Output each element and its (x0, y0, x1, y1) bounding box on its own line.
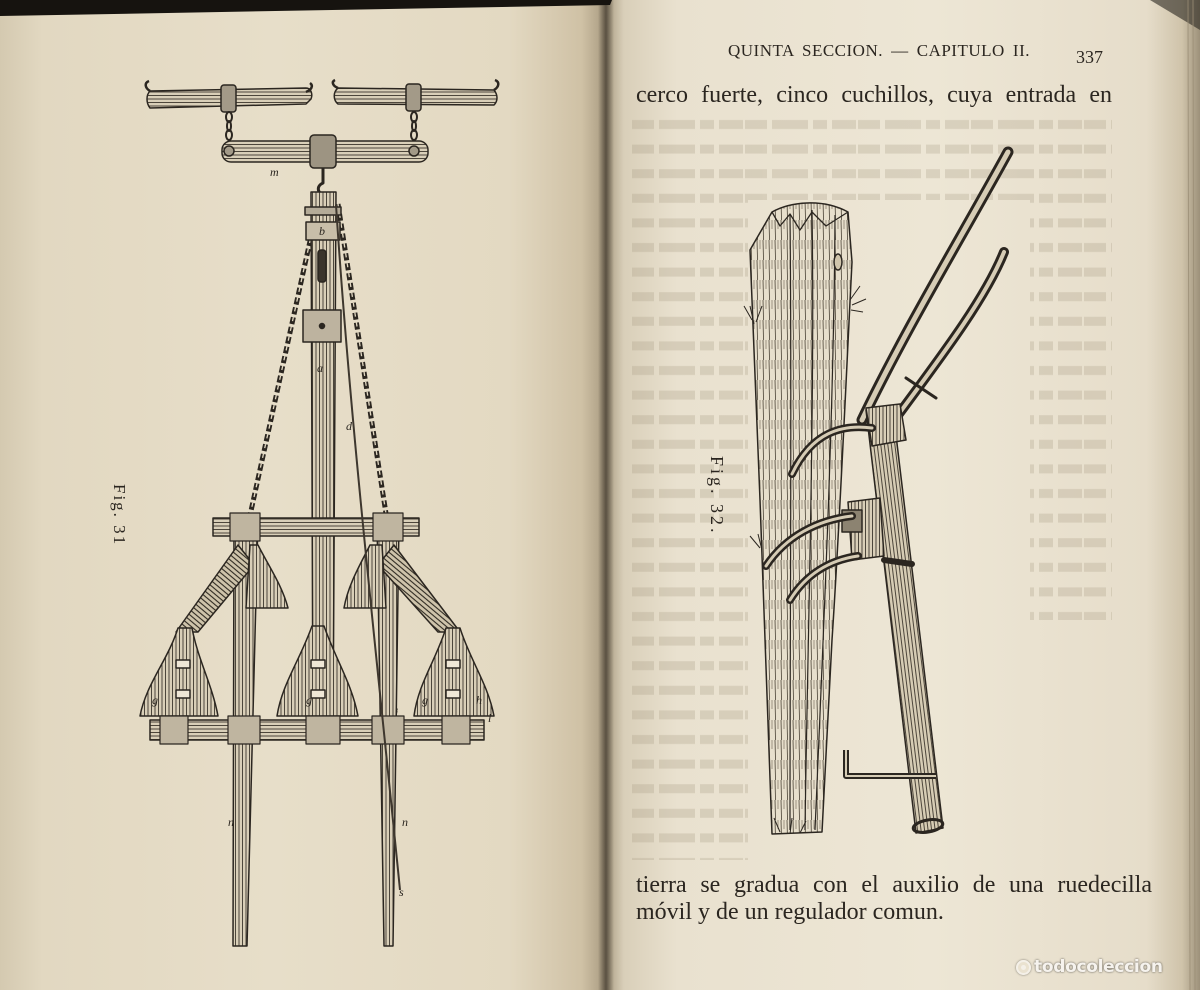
page-stack-edge (1188, 0, 1195, 990)
figure-31-label: Fig. 31 (110, 484, 129, 547)
figure-32-label: Fig. 32. (707, 456, 727, 536)
right-long-chain (338, 204, 387, 520)
watermark (1016, 957, 1163, 977)
fig31-letter-g-center: g (306, 693, 312, 707)
show-through-text (632, 112, 1112, 860)
center-shovel (277, 626, 358, 716)
draw-hook (318, 168, 330, 195)
fig-31-implement-drawing (140, 80, 498, 946)
right-swingletree (333, 80, 498, 111)
todocoleccion-logo-icon (1016, 960, 1031, 975)
fig31-letter-d: d (346, 419, 352, 433)
plow-beam (866, 410, 943, 833)
left-swingletree (146, 81, 312, 112)
right-short-chain (411, 112, 417, 140)
fig-32-implement-drawing (744, 152, 1008, 835)
fig31-letter-b: b (319, 224, 325, 238)
left-short-chain (226, 112, 232, 140)
fig31-letter-a: a (317, 361, 323, 375)
fig31-letter-l: l (488, 711, 492, 725)
body-text-top: cerco fuerte, cinco cuchillos, cuya entrada en (636, 82, 1112, 108)
fig31-letter-g-left: g (152, 693, 158, 707)
frame-block (842, 498, 884, 560)
top-right-shadow (1150, 0, 1200, 30)
left-long-chain (249, 200, 319, 520)
left-upper-shovel (246, 545, 288, 608)
body-text-bottom-line-1: tierra se gradua con el auxilio de una ruedecilla (636, 872, 1152, 898)
doubletree (222, 135, 428, 168)
fig31-letter-i: i (395, 705, 399, 719)
fig31-letter-s: s (399, 885, 404, 899)
fig31-letter-g-right: g (422, 693, 428, 707)
fig31-letter-n-right: n (402, 815, 408, 829)
fig31-letter-n-left: n (228, 815, 234, 829)
body-text-bottom-line-2: móvil y de un regulador comun. (636, 899, 944, 925)
top-dark-edge (0, 0, 612, 16)
fig31-letter-h: h (476, 693, 482, 707)
running-head: QUINTA SECCION. — CAPITULO II. (728, 41, 1030, 60)
page-number: 337 (1076, 47, 1103, 67)
watermark-text: todocoleccion (1034, 957, 1163, 977)
body-text-bottom (636, 872, 1152, 926)
fig31-letter-m: m (270, 165, 279, 179)
